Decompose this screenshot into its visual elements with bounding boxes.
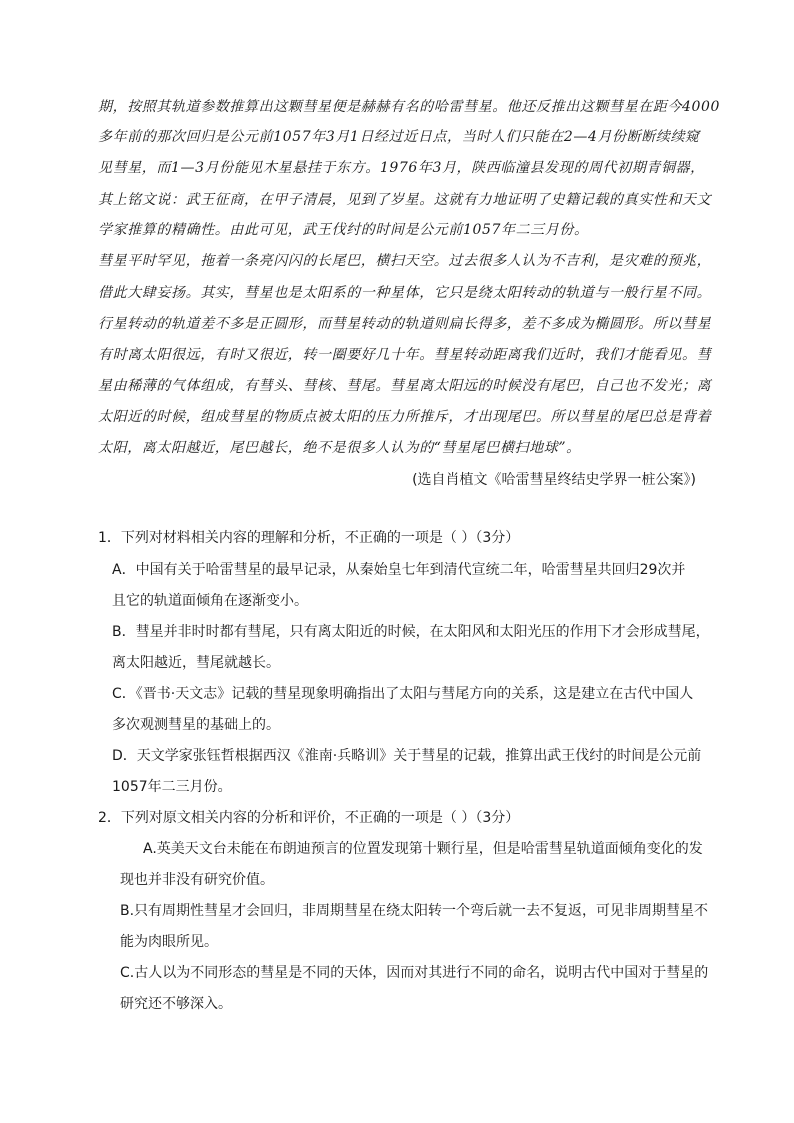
passage-line: 太阳，离太阳越近，尾巴越长，绝不是很多人认为的“彗星尾巴横扫地球”。 xyxy=(98,440,581,456)
question-2-stem: 2．下列对原文相关内容的分析和评价，不正确的一项是（ ）（3分） xyxy=(98,810,520,826)
passage-line: 多年前的那次回归是公元前1057年3月1日经过近日点，当时人们只能在2—4月份断断续续窥 xyxy=(98,129,700,145)
passage-line: 期，按照其轨道参数推算出这颗彗星便是赫赫有名的哈雷彗星。他还反推出这颗彗星在距今4000 xyxy=(98,99,721,115)
question-1-option-a: A．中国有关于哈雷彗星的最早记录，从秦始皇七年到清代宣统二年，哈雷彗星共回归29次并 xyxy=(112,562,686,578)
question-1-option-b-cont: 离太阳越近，彗尾就越长。 xyxy=(112,655,280,671)
passage-line: 星由稀薄的气体组成，有彗头、彗核、彗尾。彗星离太阳远的时候没有尾巴，自己也不发光；离 xyxy=(98,378,712,394)
question-1-option-d: D．天文学家张钰哲根据西汉《淮南·兵略训》关于彗星的记载，推算出武王伐纣的时间是公元前 xyxy=(112,748,702,764)
question-1-stem: 1．下列对材料相关内容的理解和分析，不正确的一项是（ ）（3分） xyxy=(98,530,520,546)
question-2-option-b: B.只有周期性彗星才会回归，非周期彗星在绕太阳转一个弯后就一去不复返，可见非周期彗星不 xyxy=(120,903,709,919)
question-1-option-b: B．彗星并非时时都有彗尾，只有离太阳近的时候，在太阳风和太阳光压的作用下才会形成彗尾， xyxy=(112,624,710,640)
passage-line: 行星转动的轨道差不多是正圆形，而彗星转动的轨道则扁长得多，差不多成为椭圆形。所以彗星 xyxy=(98,316,712,332)
question-2-option-a-cont: 现也并非没有研究价值。 xyxy=(120,872,274,888)
question-1-option-a-cont: 且它的轨道面倾角在逐渐变小。 xyxy=(112,593,308,609)
question-1-option-c: C．《晋书·天文志》记载的彗星现象明确指出了太阳与彗尾方向的关系，这是建立在古代中国人 xyxy=(112,686,694,702)
passage-line: 有时离太阳很远，有时又很近，转一圈要好几十年。彗星转动距离我们近时，我们才能看见。彗 xyxy=(98,347,712,363)
passage-line: 见彗星，而1—3月份能见木星悬挂于东方。1976年3月，陕西临潼县发现的周代初期青铜器， xyxy=(98,160,705,176)
passage-source-citation: (选自肖植文《哈雷彗星终结史学界一桩公案》) xyxy=(412,472,696,488)
question-1-option-c-cont: 多次观测彗星的基础上的。 xyxy=(112,717,280,733)
passage-line: 学家推算的精确性。由此可见，武王伐纣的时间是公元前1057年二三月份。 xyxy=(98,222,589,238)
question-2-option-b-cont: 能为肉眼所见。 xyxy=(120,934,218,950)
passage-line: 借此大肆妄扬。其实，彗星也是太阳系的一种星体，它只是绕太阳转动的轨道与一般行星不同。 xyxy=(98,285,712,301)
passage-line: 其上铭文说：武王征商，在甲子清晨，见到了岁星。这就有力地证明了史籍记载的真实性和天文 xyxy=(98,192,712,208)
question-2-option-c-cont: 研究还不够深入。 xyxy=(120,996,232,1012)
question-2-option-a: A.英美天文台未能在布朗迪预言的位置发现第十颗行星，但是哈雷彗星轨道面倾角变化的发 xyxy=(143,841,703,857)
passage-line: 太阳近的时候，组成彗星的物质点被太阳的压力所推斥，才出现尾巴。所以彗星的尾巴总是背着 xyxy=(98,409,712,425)
question-2-option-c: C.古人以为不同形态的彗星是不同的天体，因而对其进行不同的命名，说明古代中国对于彗星的 xyxy=(120,965,709,981)
question-1-option-d-cont: 1057年二三月份。 xyxy=(112,779,232,795)
passage-line: 彗星平时罕见，拖着一条亮闪闪的长尾巴，横扫天空。过去很多人认为不吉利，是灾难的预兆， xyxy=(98,253,712,269)
